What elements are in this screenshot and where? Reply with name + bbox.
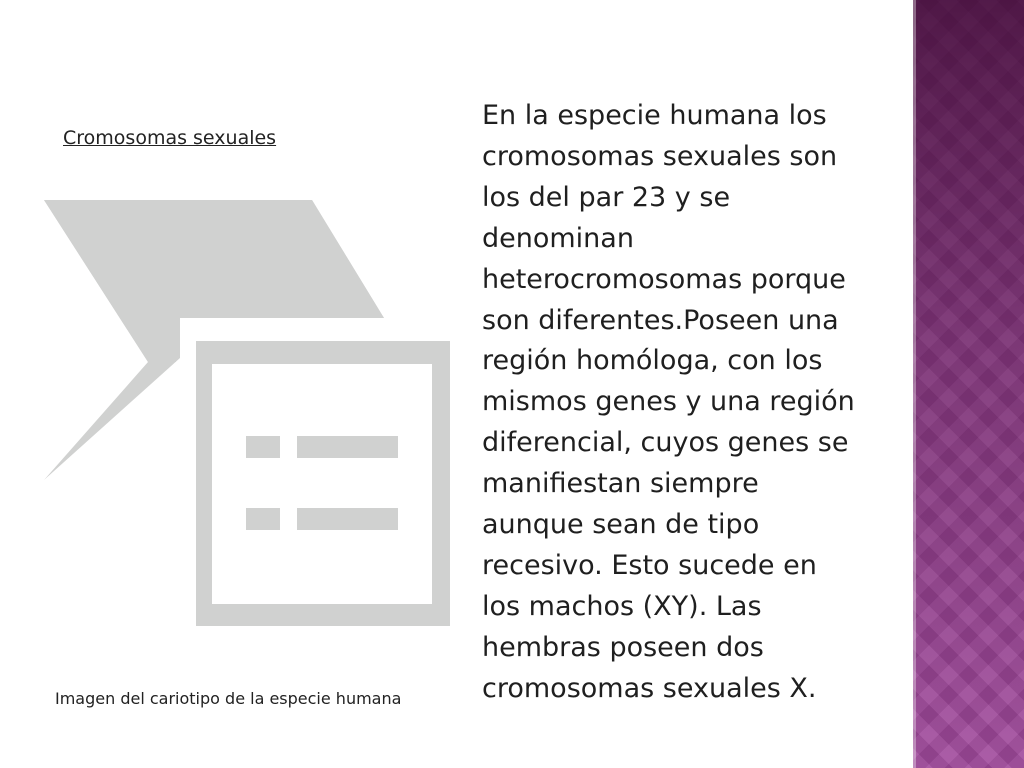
body-line: cromosomas sexuales son [482, 140, 838, 172]
body-text [482, 96, 912, 710]
document-frame [196, 341, 450, 626]
body-line: los del par 23 y se [482, 181, 731, 213]
body-line: recesivo. Esto sucede en [482, 549, 817, 581]
smartart-placeholder-icon [40, 196, 452, 630]
caption-title: Cromosomas sexuales [63, 127, 277, 149]
body-line: los machos (XY). Las [482, 590, 762, 622]
body-line: diferencial, cuyos genes se [482, 427, 849, 459]
body-line: hembras poseen dos [482, 631, 764, 663]
body-line: heterocromosomas porque [482, 263, 846, 295]
list-line-1 [297, 436, 398, 458]
body-line: En la especie humana los [482, 100, 827, 131]
list-line-2 [297, 508, 398, 530]
body-line: aunque sean de tipo [482, 509, 760, 541]
body-line: denominan [482, 222, 634, 254]
body-line: cromosomas sexuales X. [482, 672, 817, 704]
list-bullet-2 [246, 508, 280, 530]
list-bullet-1 [246, 436, 280, 458]
body-line: son diferentes.Poseen una [482, 304, 839, 336]
sidebar-edge [913, 0, 916, 768]
body-line: manifiestan siempre [482, 468, 759, 500]
decorative-sidebar [913, 0, 1024, 768]
image-caption: Imagen del cariotipo de la especie humana [55, 689, 402, 708]
body-line: región homóloga, con los [482, 345, 823, 377]
body-line: mismos genes y una región [482, 386, 855, 418]
